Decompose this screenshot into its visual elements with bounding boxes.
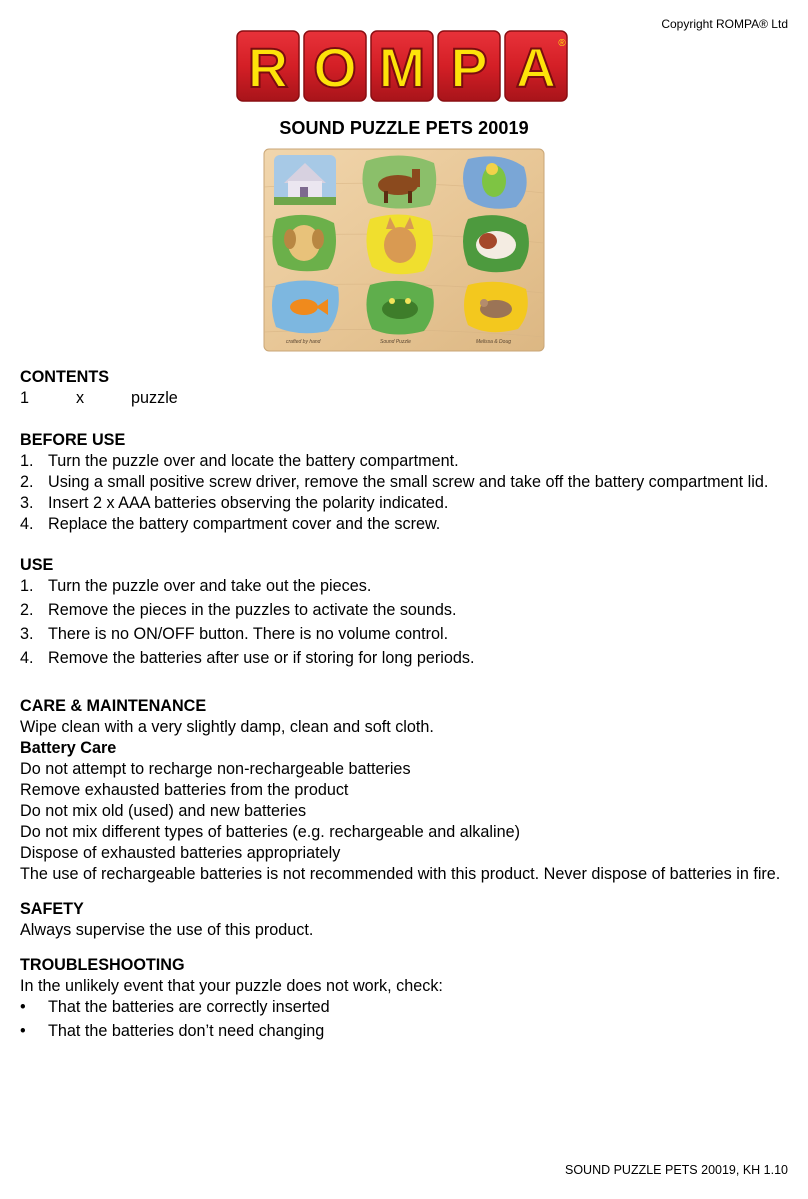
battery-care-heading: Battery Care (20, 739, 117, 757)
troubleshooting-list (20, 997, 788, 1045)
footer-doc-id: SOUND PUZZLE PETS 20019, KH 1.10 (564, 1163, 788, 1177)
contents-x: x (76, 389, 85, 407)
care-heading: CARE & MAINTENANCE (20, 697, 207, 715)
care-text: Wipe clean with a very slightly damp, clean and soft cloth. (20, 718, 434, 736)
page-title: SOUND PUZZLE PETS 20019 (279, 118, 529, 138)
contents-heading: CONTENTS (20, 368, 110, 386)
piece-mouse (464, 282, 528, 332)
contents-item: puzzle (131, 389, 178, 407)
piece-house (274, 155, 336, 205)
contents-section (20, 367, 788, 409)
contents-qty: 1 (20, 389, 30, 407)
battery-line: Dispose of exhausted batteries appropriately (20, 844, 341, 862)
piece-puppy (272, 215, 336, 271)
care-section (20, 696, 788, 885)
svg-text:P: P (450, 36, 488, 99)
piece-bird (463, 156, 527, 208)
battery-line: The use of rechargeable batteries is not recommended with this product. Never dispose of batteries in fire. (20, 865, 781, 883)
svg-text:R: R (247, 36, 289, 99)
battery-line: Do not mix old (used) and new batteries (20, 802, 307, 820)
before-use-list (20, 451, 788, 535)
piece-kitten (366, 214, 432, 274)
piece-frog (366, 281, 433, 335)
list-item: 1. Turn the puzzle over and take out the pieces. (20, 577, 372, 595)
piece-goldfish (272, 280, 339, 333)
svg-text:®: ® (558, 38, 566, 49)
use-list (20, 576, 788, 672)
rompa-logo (236, 30, 570, 102)
list-item: 2. Remove the pieces in the puzzles to activate the sounds. (20, 601, 457, 619)
use-section (20, 555, 788, 672)
copyright-notice: Copyright ROMPA® Ltd (661, 17, 788, 31)
list-item: 4. Remove the batteries after use or if storing for long periods. (20, 649, 475, 667)
bullet-icon: • (20, 1022, 26, 1040)
battery-line: Remove exhausted batteries from the product (20, 781, 349, 799)
list-item: 3. There is no ON/OFF button. There is no volume control. (20, 625, 449, 643)
svg-text:M: M (378, 36, 426, 99)
svg-text:Sound Puzzle: Sound Puzzle (380, 339, 411, 345)
before-use-section (20, 430, 788, 535)
list-item: • That the batteries are correctly inserted (20, 997, 788, 1021)
troubleshooting-intro: In the unlikely event that your puzzle does not work, check: (20, 977, 443, 995)
use-heading: USE (20, 556, 54, 574)
list-item: 1. Turn the puzzle over and locate the battery compartment. (20, 452, 459, 470)
svg-text:A: A (515, 36, 557, 99)
svg-text:crafted by hand: crafted by hand (286, 339, 321, 345)
list-item: 4. Replace the battery compartment cover and the screw. (20, 515, 441, 533)
piece-horse (362, 155, 436, 208)
list-item: 2. Using a small positive screw driver, remove the small screw and take off the battery compartment lid. (20, 473, 769, 491)
piece-guinea-pig (463, 215, 529, 272)
troubleshooting-section (20, 955, 788, 1045)
safety-section (20, 899, 788, 941)
list-item: 3. Insert 2 x AAA batteries observing the polarity indicated. (20, 494, 449, 512)
bullet-icon: • (20, 998, 26, 1016)
instructions-body (20, 367, 788, 1045)
battery-line: Do not attempt to recharge non-rechargeable batteries (20, 760, 411, 778)
svg-text:O: O (313, 36, 357, 99)
contents-row (20, 388, 788, 409)
troubleshooting-heading: TROUBLESHOOTING (20, 956, 185, 974)
before-use-heading: BEFORE USE (20, 431, 126, 449)
safety-heading: SAFETY (20, 900, 84, 918)
safety-text: Always supervise the use of this product. (20, 921, 314, 939)
puzzle-photo (262, 147, 546, 353)
svg-text:Melissa & Doug: Melissa & Doug (476, 339, 512, 345)
battery-line: Do not mix different types of batteries (e.g. rechargeable and alkaline) (20, 823, 520, 841)
list-item: • That the batteries don’t need changing (20, 1021, 788, 1045)
